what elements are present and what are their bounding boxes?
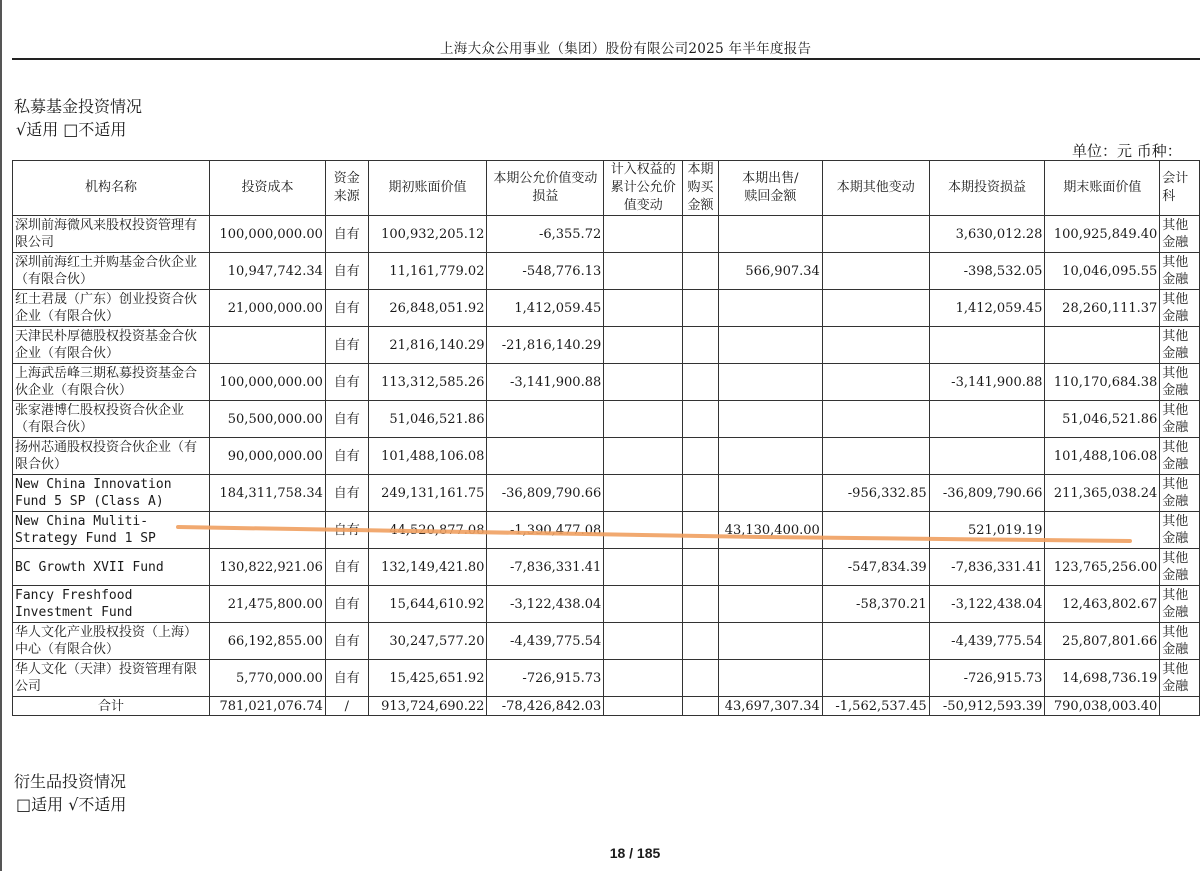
- cell-end: 100,925,849.40: [1045, 216, 1160, 253]
- cell-fv-change: -3,141,900.88: [487, 364, 604, 401]
- cell-other: [822, 401, 929, 438]
- page-number: 18 / 185: [609, 845, 661, 861]
- cell-cost: 184,311,758.34: [210, 475, 326, 512]
- header-cell: 计入权益的累计公允价值变动: [604, 161, 683, 216]
- cell-end: 211,365,038.24: [1045, 475, 1160, 512]
- cell-account: 其他 金融: [1160, 660, 1200, 697]
- cell-cost: 21,475,800.00: [210, 586, 326, 623]
- cell-begin: 15,644,610.92: [368, 586, 487, 623]
- cell-fv-change: -548,776.13: [487, 253, 604, 290]
- cell-name: 合计: [13, 697, 210, 716]
- cell-fv-change: -726,915.73: [487, 660, 604, 697]
- cell-cost: 100,000,000.00: [210, 216, 326, 253]
- cell-account: 其他 金融: [1160, 364, 1200, 401]
- cell-end: [1045, 327, 1160, 364]
- cell-source: /: [325, 697, 368, 716]
- header-cell: 机构名称: [13, 161, 210, 216]
- cell-eq-fv: [604, 290, 683, 327]
- cell-fv-change: [487, 438, 604, 475]
- cell-cost: 90,000,000.00: [210, 438, 326, 475]
- cell-purchase: [683, 660, 719, 697]
- cell-source: 自有: [325, 475, 368, 512]
- cell-purchase: [683, 438, 719, 475]
- cell-eq-fv: [604, 586, 683, 623]
- cell-sale: [718, 660, 822, 697]
- cell-name: Fancy Freshfood Investment Fund: [13, 586, 210, 623]
- table-row: [13, 586, 1200, 623]
- private-fund-table: [12, 160, 1200, 716]
- cell-begin: 249,131,161.75: [368, 475, 487, 512]
- cell-other: -547,834.39: [822, 549, 929, 586]
- cell-account: 其他 金融: [1160, 438, 1200, 475]
- header-cell: 本期购买金额: [683, 161, 719, 216]
- cell-source: 自有: [325, 216, 368, 253]
- cell-purchase: [683, 512, 719, 549]
- cell-begin: 101,488,106.08: [368, 438, 487, 475]
- header-cell: 本期其他变动: [822, 161, 929, 216]
- cell-fv-change: 1,412,059.45: [487, 290, 604, 327]
- cell-end: 790,038,003.40: [1045, 697, 1160, 716]
- cell-sale: [718, 475, 822, 512]
- cell-end: 110,170,684.38: [1045, 364, 1160, 401]
- cell-sale: [718, 216, 822, 253]
- cell-purchase: [683, 623, 719, 660]
- cell-account: 其他 金融: [1160, 549, 1200, 586]
- cell-begin: 44,520,877.08: [368, 512, 487, 549]
- cell-begin: 30,247,577.20: [368, 623, 487, 660]
- cell-purchase: [683, 253, 719, 290]
- cell-eq-fv: [604, 253, 683, 290]
- table-row: [13, 401, 1200, 438]
- cell-eq-fv: [604, 660, 683, 697]
- header-cell: 期初账面价值: [368, 161, 487, 216]
- table-row: [13, 327, 1200, 364]
- cell-sale: [718, 290, 822, 327]
- cell-other: [822, 327, 929, 364]
- cell-begin: 132,149,421.80: [368, 549, 487, 586]
- cell-begin: 51,046,521.86: [368, 401, 487, 438]
- cell-sale: [718, 401, 822, 438]
- cell-income: [929, 401, 1045, 438]
- cell-begin: 26,848,051.92: [368, 290, 487, 327]
- cell-end: 123,765,256.00: [1045, 549, 1160, 586]
- cell-end: 10,046,095.55: [1045, 253, 1160, 290]
- cell-other: [822, 438, 929, 475]
- header-cell: 资金来源: [325, 161, 368, 216]
- cell-fv-change: -6,355.72: [487, 216, 604, 253]
- header-cell: 期末账面价值: [1045, 161, 1160, 216]
- cell-fv-change: -1,390,477.08: [487, 512, 604, 549]
- cell-account: 其他 金融: [1160, 512, 1200, 549]
- cell-income: 3,630,012.28: [929, 216, 1045, 253]
- cell-account: 其他 金融: [1160, 475, 1200, 512]
- cell-account: 其他 金融: [1160, 623, 1200, 660]
- cell-name: New China Innovation Fund 5 SP (Class A): [13, 475, 210, 512]
- cell-purchase: [683, 401, 719, 438]
- cell-fv-change: -4,439,775.54: [487, 623, 604, 660]
- cell-income: -4,439,775.54: [929, 623, 1045, 660]
- cell-eq-fv: [604, 401, 683, 438]
- cell-name: 深圳前海红土并购基金合伙企业（有限合伙）: [13, 253, 210, 290]
- cell-name: BC Growth XVII Fund: [13, 549, 210, 586]
- cell-begin: 113,312,585.26: [368, 364, 487, 401]
- cell-eq-fv: [604, 327, 683, 364]
- table-row: [13, 475, 1200, 512]
- cell-income: 1,412,059.45: [929, 290, 1045, 327]
- cell-other: [822, 290, 929, 327]
- cell-name: 扬州芯通股权投资合伙企业（有限合伙）: [13, 438, 210, 475]
- header-cell: 本期公允价值变动损益: [487, 161, 604, 216]
- cell-source: 自有: [325, 586, 368, 623]
- cell-income: -726,915.73: [929, 660, 1045, 697]
- cell-purchase: [683, 327, 719, 364]
- cell-eq-fv: [604, 438, 683, 475]
- cell-other: [822, 512, 929, 549]
- cell-income: [929, 327, 1045, 364]
- cell-sale: [718, 364, 822, 401]
- cell-name: 华人文化产业股权投资（上海）中心（有限合伙）: [13, 623, 210, 660]
- cell-cost: [210, 512, 326, 549]
- cell-purchase: [683, 549, 719, 586]
- table-row: [13, 216, 1200, 253]
- cell-account: 其他 金融: [1160, 253, 1200, 290]
- header-cell: 投资成本: [210, 161, 326, 216]
- cell-source: 自有: [325, 290, 368, 327]
- table-body: [13, 216, 1200, 716]
- cell-fv-change: -21,816,140.29: [487, 327, 604, 364]
- cell-income: 521,019.19: [929, 512, 1045, 549]
- cell-sale: [718, 623, 822, 660]
- cell-purchase: [683, 216, 719, 253]
- cell-cost: 66,192,855.00: [210, 623, 326, 660]
- cell-end: 14,698,736.19: [1045, 660, 1160, 697]
- cell-eq-fv: [604, 364, 683, 401]
- cell-name: 张家港博仁股权投资合伙企业（有限合伙）: [13, 401, 210, 438]
- cell-other: [822, 216, 929, 253]
- cell-purchase: [683, 475, 719, 512]
- cell-purchase: [683, 697, 719, 716]
- header-cell: 本期出售/ 赎回金额: [718, 161, 822, 216]
- cell-name: 红土君晟（广东）创业投资合伙企业（有限合伙）: [13, 290, 210, 327]
- header-rule: [12, 58, 1200, 60]
- cell-account: 其他 金融: [1160, 216, 1200, 253]
- table-total-row: [13, 697, 1200, 716]
- cell-income: -3,122,438.04: [929, 586, 1045, 623]
- cell-other: -956,332.85: [822, 475, 929, 512]
- cell-sale: [718, 586, 822, 623]
- cell-cost: 100,000,000.00: [210, 364, 326, 401]
- cell-cost: 21,000,000.00: [210, 290, 326, 327]
- cell-income: -50,912,593.39: [929, 697, 1045, 716]
- cell-fv-change: [487, 401, 604, 438]
- cell-begin: 913,724,690.22: [368, 697, 487, 716]
- cell-sale: [718, 549, 822, 586]
- cell-source: 自有: [325, 512, 368, 549]
- cell-income: [929, 438, 1045, 475]
- cell-eq-fv: [604, 697, 683, 716]
- cell-begin: 11,161,779.02: [368, 253, 487, 290]
- applicability-private-fund: √适用 □不适用: [16, 120, 127, 139]
- cell-begin: 15,425,651.92: [368, 660, 487, 697]
- cell-source: 自有: [325, 660, 368, 697]
- cell-cost: [210, 327, 326, 364]
- cell-other: [822, 253, 929, 290]
- cell-name: 深圳前海微风来股权投资管理有限公司: [13, 216, 210, 253]
- cell-other: [822, 623, 929, 660]
- cell-eq-fv: [604, 216, 683, 253]
- section-title-private-fund: 私募基金投资情况: [14, 97, 143, 116]
- cell-purchase: [683, 586, 719, 623]
- cell-cost: 781,021,076.74: [210, 697, 326, 716]
- cell-fv-change: -7,836,331.41: [487, 549, 604, 586]
- cell-account: [1160, 697, 1200, 716]
- cell-source: 自有: [325, 401, 368, 438]
- cell-source: 自有: [325, 364, 368, 401]
- cell-income: -398,532.05: [929, 253, 1045, 290]
- cell-account: 其他 金融: [1160, 290, 1200, 327]
- cell-fv-change: -3,122,438.04: [487, 586, 604, 623]
- cell-end: [1045, 512, 1160, 549]
- cell-end: 12,463,802.67: [1045, 586, 1160, 623]
- cell-begin: 100,932,205.12: [368, 216, 487, 253]
- table-row: [13, 512, 1200, 549]
- cell-sale: 43,130,400.00: [718, 512, 822, 549]
- cell-eq-fv: [604, 623, 683, 660]
- cell-sale: 566,907.34: [718, 253, 822, 290]
- cell-purchase: [683, 290, 719, 327]
- header-cell: 会计 科: [1160, 161, 1200, 216]
- table-row: [13, 623, 1200, 660]
- cell-account: 其他 金融: [1160, 327, 1200, 364]
- cell-source: 自有: [325, 253, 368, 290]
- header-cell: 本期投资损益: [929, 161, 1045, 216]
- cell-income: -3,141,900.88: [929, 364, 1045, 401]
- cell-cost: 130,822,921.06: [210, 549, 326, 586]
- cell-end: 28,260,111.37: [1045, 290, 1160, 327]
- unit-currency-line: 单位：元 币种：: [1072, 142, 1182, 160]
- cell-cost: 50,500,000.00: [210, 401, 326, 438]
- cell-eq-fv: [604, 475, 683, 512]
- table-row: [13, 364, 1200, 401]
- cell-name: 华人文化（天津）投资管理有限公司: [13, 660, 210, 697]
- cell-eq-fv: [604, 512, 683, 549]
- cell-source: 自有: [325, 327, 368, 364]
- cell-end: 101,488,106.08: [1045, 438, 1160, 475]
- table-row: [13, 253, 1200, 290]
- cell-other: [822, 364, 929, 401]
- cell-end: 51,046,521.86: [1045, 401, 1160, 438]
- cell-other: -58,370.21: [822, 586, 929, 623]
- cell-eq-fv: [604, 549, 683, 586]
- cell-other: -1,562,537.45: [822, 697, 929, 716]
- cell-purchase: [683, 364, 719, 401]
- cell-end: 25,807,801.66: [1045, 623, 1160, 660]
- cell-name: New China Muliti-Strategy Fund 1 SP: [13, 512, 210, 549]
- cell-income: -36,809,790.66: [929, 475, 1045, 512]
- section-title-derivatives: 衍生品投资情况: [14, 772, 127, 791]
- page-left-border: [0, 0, 2, 871]
- cell-sale: [718, 327, 822, 364]
- cell-begin: 21,816,140.29: [368, 327, 487, 364]
- cell-other: [822, 660, 929, 697]
- cell-fv-change: -36,809,790.66: [487, 475, 604, 512]
- cell-account: 其他 金融: [1160, 586, 1200, 623]
- cell-name: 天津民朴厚德股权投资基金合伙企业（有限合伙）: [13, 327, 210, 364]
- cell-fv-change: -78,426,842.03: [487, 697, 604, 716]
- table-row: [13, 438, 1200, 475]
- applicability-derivatives: □适用 √不适用: [16, 795, 127, 814]
- cell-sale: 43,697,307.34: [718, 697, 822, 716]
- cell-sale: [718, 438, 822, 475]
- cell-account: 其他 金融: [1160, 401, 1200, 438]
- cell-name: 上海武岳峰三期私募投资基金合伙企业（有限合伙）: [13, 364, 210, 401]
- table-row: [13, 660, 1200, 697]
- cell-income: -7,836,331.41: [929, 549, 1045, 586]
- table-header-row: [13, 161, 1200, 216]
- cell-cost: 5,770,000.00: [210, 660, 326, 697]
- page-header-title: 上海大众公用事业（集团）股份有限公司2025 年半年度报告: [440, 41, 812, 57]
- cell-source: 自有: [325, 438, 368, 475]
- cell-cost: 10,947,742.34: [210, 253, 326, 290]
- table-row: [13, 290, 1200, 327]
- table-row: [13, 549, 1200, 586]
- cell-source: 自有: [325, 549, 368, 586]
- cell-source: 自有: [325, 623, 368, 660]
